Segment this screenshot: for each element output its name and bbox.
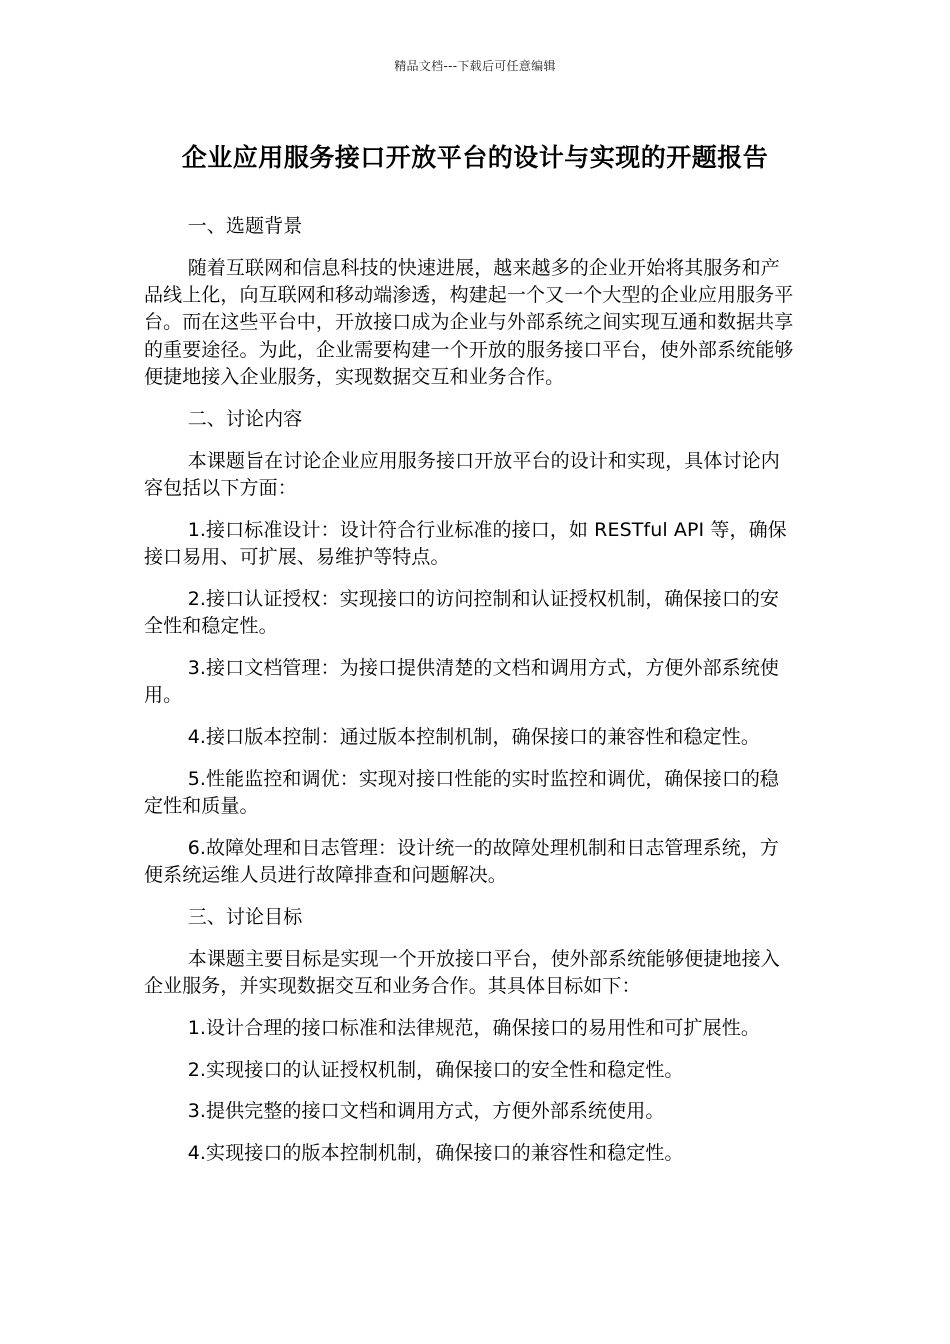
list-item-goal-4: 4.实现接口的版本控制机制，确保接口的兼容性和稳定性。 [187,1142,684,1165]
paragraph-background: 随着互联网和信息科技的快速进展，越来越多的企业开始将其服务和产品线上化，向互联网和移动端渗透，构建起一个又一个大型的企业应用服务平台。而在这些平台中，开放接口成为企业与外部系统之间实现互通和数据共享的重要途径。为此，企业需要构建一个开放的服务接口平台，使外部系统能够便捷地接入企业服务，实现数据交互和业务合作。 [144,256,794,388]
list-item-content-4: 4.接口版本控制：通过版本控制机制，确保接口的兼容性和稳定性。 [187,725,760,748]
list-item-content-3: 3.接口文档管理：为接口提供清楚的文档和调用方式，方便外部系统使用。 [144,656,780,707]
list-item-goal-2: 2.实现接口的认证授权机制，确保接口的安全性和稳定性。 [187,1058,684,1081]
document-body [144,213,794,1182]
section-heading-background: 一、选题背景 [187,215,303,237]
document-title: 企业应用服务接口开放平台的设计与实现的开题报告 [181,143,769,172]
list-item-content-5: 5.性能监控和调优：实现对接口性能的实时监控和调优，确保接口的稳定性和质量。 [144,767,780,818]
paragraph-goals-intro: 本课题主要目标是实现一个开放接口平台，使外部系统能够便捷地接入企业服务，并实现数据交互和业务合作。其具体目标如下： [144,947,780,998]
list-item-goal-1: 1.设计合理的接口标准和法律规范，确保接口的易用性和可扩展性。 [187,1016,760,1039]
section-heading-content: 二、讨论内容 [187,407,303,430]
list-item-content-2: 2.接口认证授权：实现接口的访问控制和认证授权机制，确保接口的安全性和稳定性。 [144,587,780,638]
list-item-content-1: 1.接口标准设计：设计符合行业标准的接口，如 RESTful API 等，确保接口易用、可扩展、易维护等特点。 [144,518,787,568]
list-item-goal-3: 3.提供完整的接口文档和调用方式，方便外部系统使用。 [187,1100,665,1123]
page-header-watermark: 精品文档---下载后可任意编辑 [394,59,556,73]
section-heading-goals: 三、讨论目标 [187,905,303,928]
paragraph-content-intro: 本课题旨在讨论企业应用服务接口开放平台的设计和实现，具体讨论内容包括以下方面： [144,449,780,499]
list-item-content-6: 6.故障处理和日志管理：设计统一的故障处理机制和日志管理系统，方便系统运维人员进行故障排查和问题解决。 [144,836,780,887]
